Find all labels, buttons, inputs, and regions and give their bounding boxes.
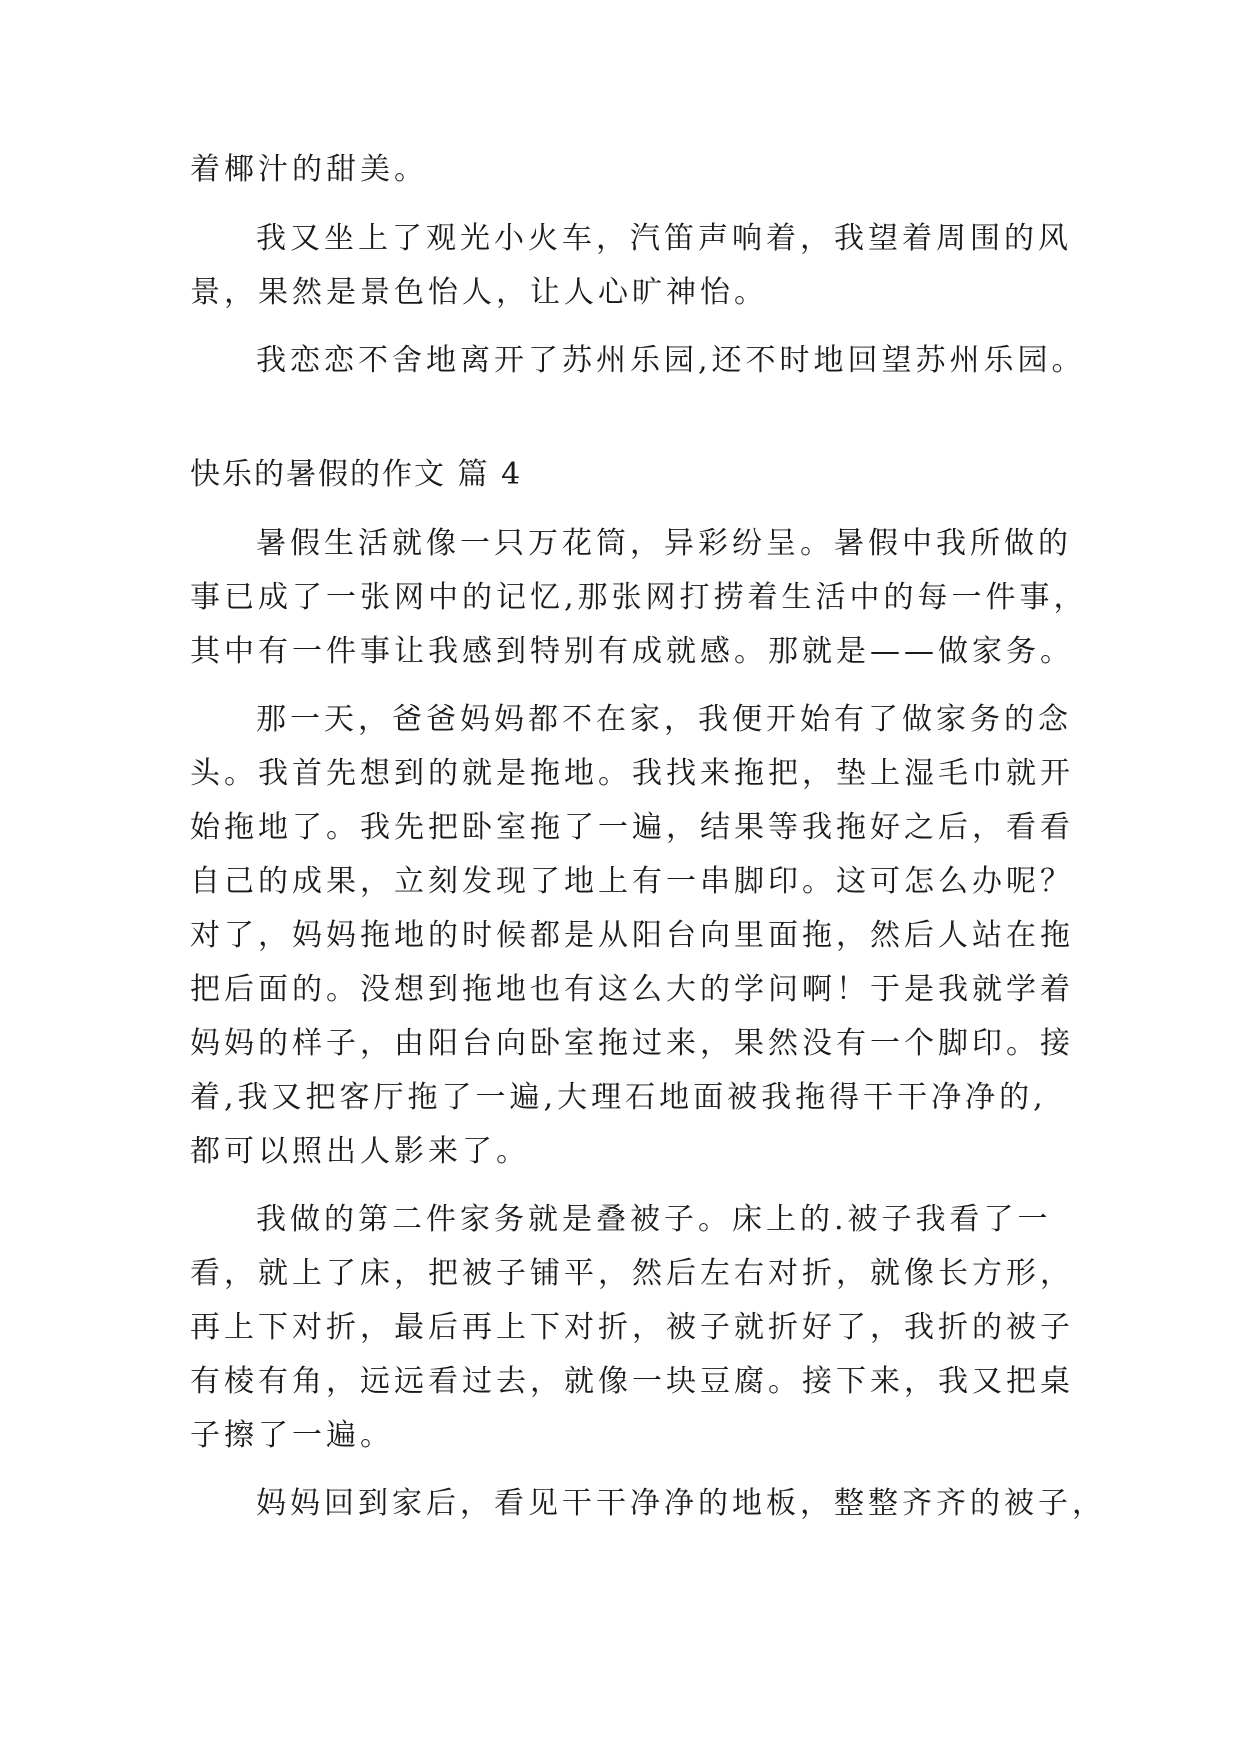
paragraph-line: 妈妈回到家后，看见干干净净的地板，整整齐齐的被子， bbox=[256, 1486, 1106, 1521]
paragraph-line: 那一天，爸爸妈妈都不在家，我便开始有了做家务的念 bbox=[256, 702, 1072, 737]
paragraph-line: 暑假生活就像一只万花筒，异彩纷呈。暑假中我所做的 bbox=[256, 526, 1072, 561]
paragraph-line: 妈妈的样子，由阳台向卧室拖过来，果然没有一个脚印。接 bbox=[190, 1026, 1074, 1061]
paragraph-line: 景，果然是景色怡人，让人心旷神怡。 bbox=[190, 275, 768, 310]
paragraph-line: 自己的成果，立刻发现了地上有一串脚印。这可怎么办呢？ bbox=[190, 864, 1074, 899]
paragraph-line: 有棱有角，远远看过去，就像一块豆腐。接下来，我又把桌 bbox=[190, 1364, 1074, 1399]
section-heading: 快乐的暑假的作文 篇 4 bbox=[190, 457, 523, 492]
paragraph-line: 其中有一件事让我感到特别有成就感。那就是——做家务。 bbox=[190, 634, 1074, 669]
paragraph-line: 我做的第二件家务就是叠被子。床上的.被子我看了一 bbox=[256, 1202, 1052, 1237]
paragraph-line: 始拖地了。我先把卧室拖了一遍，结果等我拖好之后，看看 bbox=[190, 810, 1074, 845]
paragraph-line: 着椰汁的甜美。 bbox=[190, 152, 428, 187]
paragraph-line: 我恋恋不舍地离开了苏州乐园,还不时地回望苏州乐园。 bbox=[256, 343, 1086, 378]
paragraph-line: 再上下对折，最后再上下对折，被子就折好了，我折的被子 bbox=[190, 1310, 1074, 1345]
paragraph-line: 对了，妈妈拖地的时候都是从阳台向里面拖，然后人站在拖 bbox=[190, 918, 1074, 953]
paragraph-line: 事已成了一张网中的记忆,那张网打捞着生活中的每一件事， bbox=[190, 580, 1088, 615]
paragraph-line: 我又坐上了观光小火车，汽笛声响着，我望着周围的风 bbox=[256, 221, 1072, 256]
paragraph-line: 子擦了一遍。 bbox=[190, 1418, 394, 1453]
paragraph-line: 着,我又把客厅拖了一遍,大理石地面被我拖得干干净净的, bbox=[190, 1080, 1047, 1115]
paragraph-line: 把后面的。没想到拖地也有这么大的学问啊！于是我就学着 bbox=[190, 972, 1074, 1007]
paragraph-line: 头。我首先想到的就是拖地。我找来拖把，垫上湿毛巾就开 bbox=[190, 756, 1074, 791]
paragraph-line: 都可以照出人影来了。 bbox=[190, 1134, 530, 1169]
paragraph-line: 看，就上了床，把被子铺平，然后左右对折，就像长方形， bbox=[190, 1256, 1074, 1291]
